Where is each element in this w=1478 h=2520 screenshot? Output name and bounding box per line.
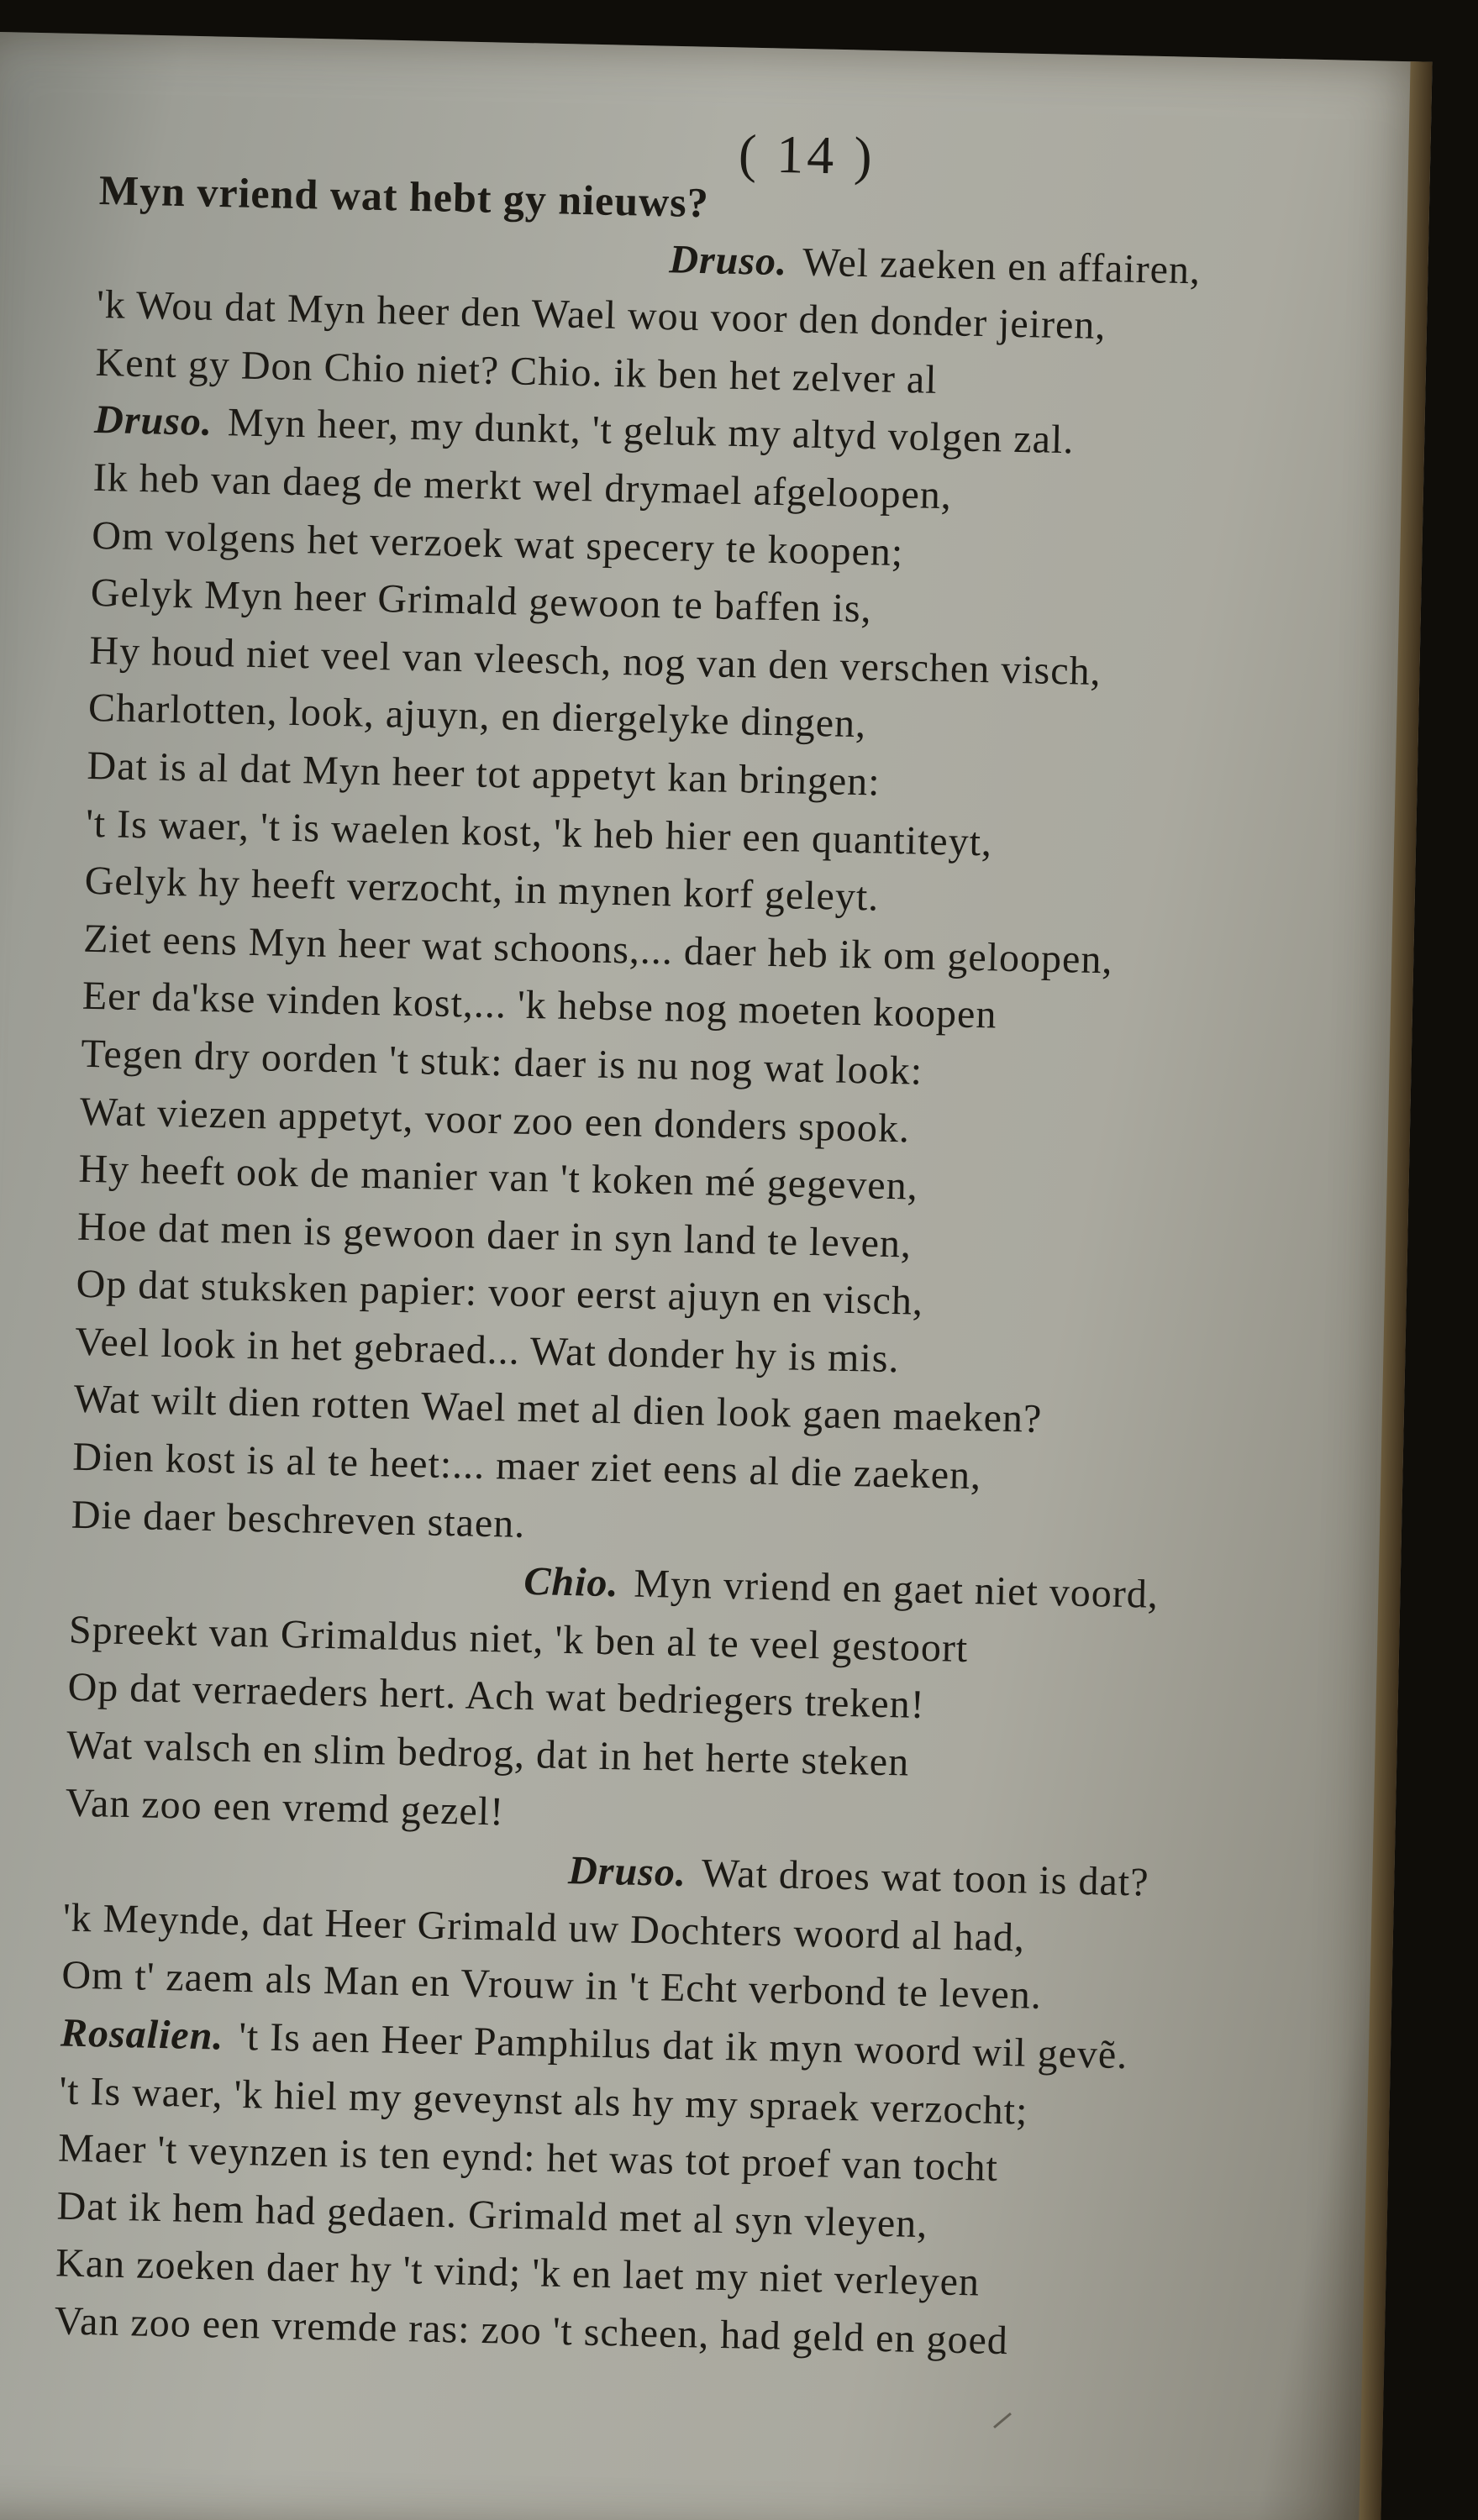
line-text: Tegen dry oorden 't stuk: daer is nu nog wat look: [80, 1031, 923, 1094]
line-text: Gelyk Myn heer Grimald gewoon te baffen is, [90, 570, 873, 632]
line-text: Dat ik hem had gedaen. Grimald met al syn vleyen, [56, 2183, 928, 2246]
speaker-name: Druso. [93, 397, 213, 445]
line-text: Kent gy Don Chio niet? Chio. ik ben het zelver al [95, 339, 939, 402]
line-text: 't Is aen Heer Pamphilus dat ik myn woord wil gevẽ. [238, 2013, 1128, 2078]
line-text: Wat viezen appetyt, voor zoo een donders spook. [79, 1089, 911, 1151]
speaker-name: Druso. [567, 1848, 687, 1896]
verse-lines [54, 161, 1410, 2378]
line-text: Wat valsch en slim bedrog, dat in het herte steken [66, 1722, 910, 1785]
line-text: Myn vriend en gaet niet voord, [633, 1561, 1160, 1617]
line-text: Veel look in het gebraed... Wat donder hy is mis. [74, 1319, 900, 1382]
line-text: Om t' zaem als Man en Vrouw in 't Echt verbond te leven. [60, 1952, 1043, 2019]
line-text: Die daer beschreven staen. [71, 1492, 526, 1546]
line-text: Van zoo een vremd gezel! [65, 1780, 505, 1835]
line-text: 't Is waer, 'k hiel my geveynst als hy my spraek verzocht; [59, 2068, 1028, 2134]
line-text: Ik heb van daeg de merkt wel drymael afgeloopen, [92, 454, 953, 518]
line-text: Wel zaeken en affairen, [802, 239, 1202, 293]
line-text: Charlotten, look, ajuyn, en diergelyke dingen, [87, 685, 867, 747]
line-text: Eer da'kse vinden kost,... 'k hebse nog moeten koopen [82, 974, 997, 1037]
line-text: Dat is al dat Myn heer tot appetyt kan bringen: [87, 743, 881, 805]
line-text: Gelyk hy heeft verzocht, in mynen korf geleyt. [84, 858, 880, 920]
page-text [54, 109, 1412, 2378]
line-text: 'k Wou dat Myn heer den Wael wou voor den donder jeiren, [96, 282, 1107, 349]
line-text: Myn vriend wat hebt gy nieuws? [98, 165, 710, 227]
line-text: Kan zoeken daer hy 't vind; 'k en laet my niet verleyen [55, 2240, 981, 2305]
line-text: Van zoo een vremde ras: zoo 't scheen, had geld en goed [54, 2298, 1009, 2364]
line-text: Hoe dat men is gewoon daer in syn land te leven, [76, 1204, 913, 1267]
line-text: Wat wilt dien rotten Wael met al dien look gaen maeken? [73, 1377, 1043, 1442]
line-text: Om volgens het verzoek wat specery te koopen; [91, 512, 904, 575]
line-text: Hy heeft ook de manier van 't koken mé gegeven, [78, 1146, 919, 1209]
line-text: 'k Meynde, dat Heer Grimald uw Dochters woord al had, [62, 1895, 1026, 1961]
line-text: Dien kost is al te heet:... maer ziet eens al die zaeken, [71, 1434, 982, 1499]
speaker-name: Chio. [523, 1559, 619, 1606]
line-text: Wat droes wat toon is dat? [701, 1851, 1150, 1905]
line-text: Hy houd niet veel van vleesch, nog van den verschen visch, [88, 627, 1102, 694]
line-text: Op dat stuksken papier: voor eerst ajuyn en visch, [76, 1261, 924, 1325]
page-number: ( 14 ) [738, 123, 876, 186]
speaker-name: Rosalien. [60, 2010, 224, 2059]
line-text: Maer 't veynzen is ten eynd: het was tot proef van tocht [57, 2125, 999, 2191]
line-text: Spreekt van Grimaldus niet, 'k ben al te veel gestoort [68, 1607, 969, 1671]
speaker-name: Druso. [668, 236, 788, 284]
line-text: Ziet eens Myn heer wat schoons,... daer heb ik om geloopen, [82, 916, 1113, 983]
line-text: 't Is waer, 't is waelen kost, 'k heb hier een quantiteyt, [85, 801, 993, 864]
line-text: Myn heer, my dunkt, 't geluk my altyd volgen zal. [227, 400, 1075, 463]
line-text: Op dat verraeders hert. Ach wat bedriegers treken! [67, 1665, 926, 1728]
